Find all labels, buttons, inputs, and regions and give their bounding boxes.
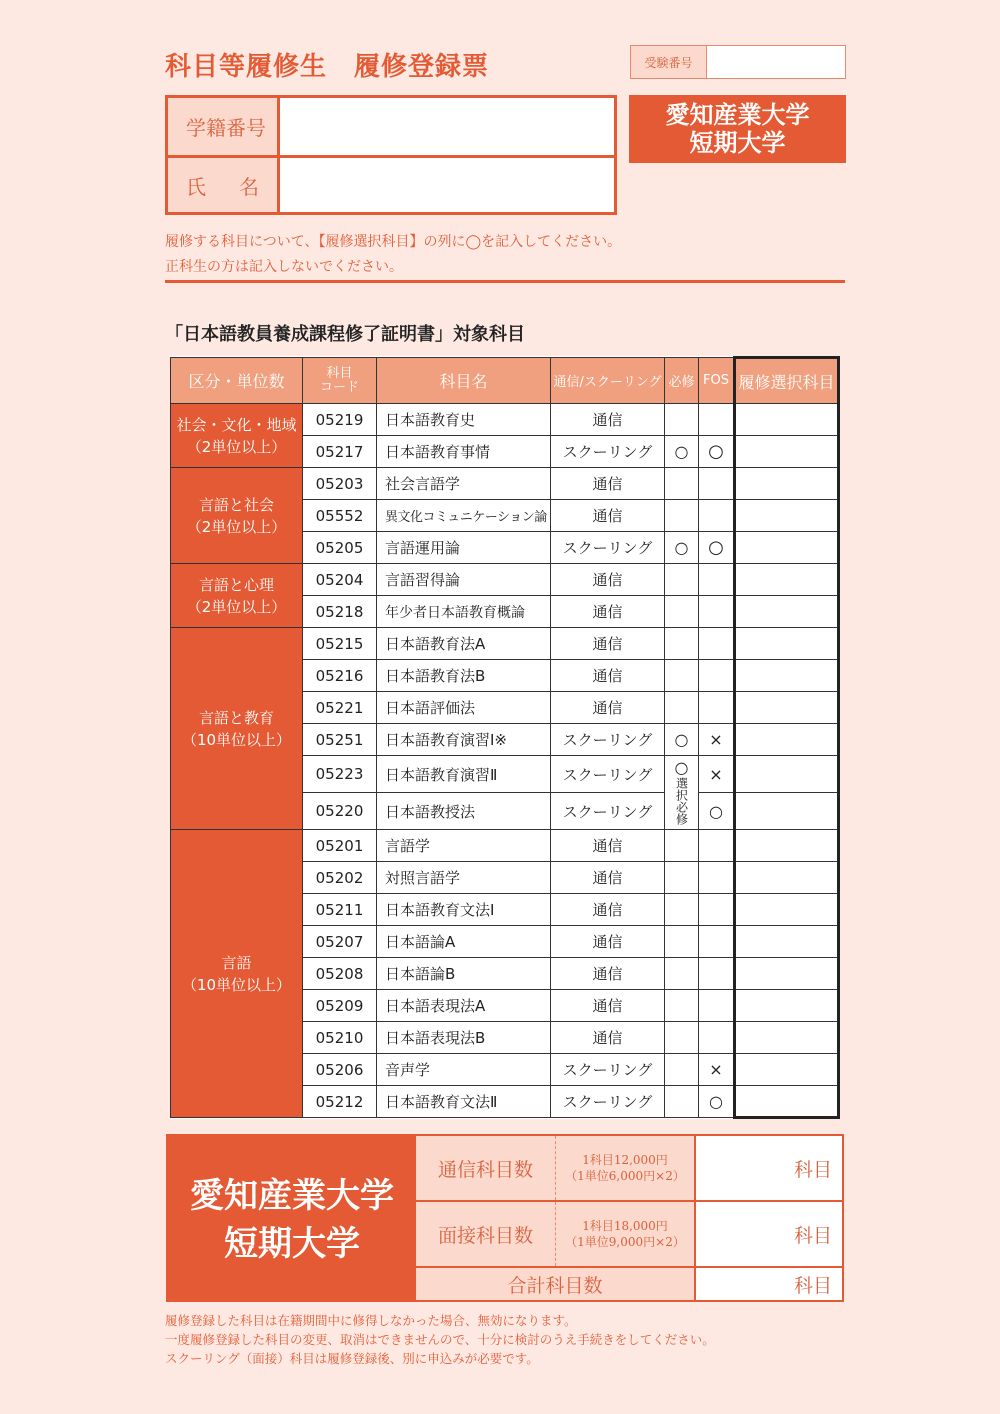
fos-mark [699, 660, 735, 692]
total-count-field[interactable]: 科目 [793, 1274, 832, 1297]
required-mark [665, 404, 699, 436]
course-name: 日本語教育文法Ⅱ [377, 1086, 551, 1118]
fos-mark [699, 564, 735, 596]
total-label: 合計科目数 [416, 1268, 696, 1300]
header-required: 必修 [665, 358, 699, 404]
category-name: 言語と心理 [198, 575, 274, 594]
course-mode: 通信 [551, 404, 665, 436]
course-mode: 通信 [551, 468, 665, 500]
course-name: 日本語教育史 [377, 404, 551, 436]
course-name: 言語運用論 [377, 532, 551, 564]
course-code: 05204 [303, 564, 377, 596]
select-cell[interactable] [735, 532, 839, 564]
category-cell [171, 830, 303, 1118]
select-cell[interactable] [735, 756, 839, 793]
course-mode: 通信 [551, 1022, 665, 1054]
course-mode: スクーリング [551, 532, 665, 564]
name-field[interactable] [280, 158, 614, 212]
table-row [171, 404, 839, 436]
required-mark [665, 468, 699, 500]
select-cell[interactable] [735, 1054, 839, 1086]
required-mark-merged [665, 756, 699, 830]
required-mark [665, 660, 699, 692]
required-mark [665, 596, 699, 628]
correspondence-price-line1: 1科目12,000円 [582, 1153, 668, 1167]
schooling-row [416, 1202, 842, 1268]
select-cell[interactable] [735, 990, 839, 1022]
header-mode: 通信/スクーリング [551, 358, 665, 404]
table-row [171, 564, 839, 596]
course-code: 05210 [303, 1022, 377, 1054]
fos-mark: × [699, 1054, 735, 1086]
college-name-line2: 短期大学 [689, 128, 786, 157]
category-name: 言語 [221, 953, 252, 972]
course-name: 日本語教育法B [377, 660, 551, 692]
required-mark [665, 500, 699, 532]
college-badge [629, 95, 846, 163]
header-name: 科目名 [377, 358, 551, 404]
footer-note-1: 履修登録した科目は在籍期間中に修得しなかった場合、無効になります。 [165, 1313, 577, 1328]
required-mark [665, 564, 699, 596]
fos-mark [699, 990, 735, 1022]
fos-mark [699, 404, 735, 436]
course-code: 05218 [303, 596, 377, 628]
select-cell[interactable] [735, 404, 839, 436]
select-cell[interactable] [735, 628, 839, 660]
course-name: 日本語教育文法Ⅰ [377, 894, 551, 926]
course-mode: 通信 [551, 692, 665, 724]
required-mark [665, 1022, 699, 1054]
select-cell[interactable] [735, 1086, 839, 1118]
name-label-part1: 氏 [186, 174, 206, 199]
course-name: 日本語評価法 [377, 692, 551, 724]
required-mark: ○ [665, 532, 699, 564]
student-info-box [165, 95, 617, 215]
course-code: 05216 [303, 660, 377, 692]
student-id-row [168, 98, 614, 155]
course-table-body [171, 404, 839, 1118]
course-mode: 通信 [551, 564, 665, 596]
fos-mark [699, 628, 735, 660]
required-mark [665, 692, 699, 724]
course-name: 日本語論B [377, 958, 551, 990]
summary-brand-line2: 短期大学 [224, 1224, 360, 1264]
fos-mark [699, 958, 735, 990]
course-name: 言語習得論 [377, 564, 551, 596]
college-name-line1: 愛知産業大学 [665, 100, 810, 129]
fos-mark [699, 894, 735, 926]
course-mode: スクーリング [551, 436, 665, 468]
course-name: 社会言語学 [377, 468, 551, 500]
schooling-price-line2: （1単位9,000円×2） [565, 1235, 685, 1249]
student-id-field[interactable] [280, 98, 614, 155]
course-code: 05203 [303, 468, 377, 500]
select-cell[interactable] [735, 894, 839, 926]
course-code: 05206 [303, 1054, 377, 1086]
header-code [303, 358, 377, 404]
required-mark [665, 830, 699, 862]
table-row [171, 830, 839, 862]
required-mark [665, 990, 699, 1022]
course-mode: 通信 [551, 958, 665, 990]
category-cell [171, 628, 303, 830]
required-mark [665, 628, 699, 660]
category-units: （2単位以上） [186, 517, 287, 536]
required-mark [665, 958, 699, 990]
fos-mark [699, 926, 735, 958]
exam-number-label: 受験番号 [631, 46, 707, 78]
header-select: 履修選択科目 [735, 358, 839, 404]
course-name: 日本語教育事情 [377, 436, 551, 468]
correspondence-row [416, 1136, 842, 1202]
schooling-label: 面接科目数 [416, 1202, 556, 1266]
header-category: 区分・単位数 [171, 358, 303, 404]
course-name: 日本語表現法B [377, 1022, 551, 1054]
fos-mark: ○ [699, 793, 735, 830]
required-mark [665, 894, 699, 926]
course-name: 日本語教授法 [377, 793, 551, 830]
category-cell [171, 564, 303, 628]
exam-number-box [630, 45, 846, 79]
schooling-price [556, 1202, 696, 1266]
instruction-note-1: 履修する科目について、【履修選択科目】の列に◯を記入してください。 [165, 234, 622, 250]
course-code: 05211 [303, 894, 377, 926]
course-mode: スクーリング [551, 724, 665, 756]
page-title: 科目等履修生 履修登録票 [165, 52, 490, 82]
name-label-part2: 名 [239, 174, 259, 199]
fos-mark: × [699, 724, 735, 756]
fos-mark [699, 468, 735, 500]
category-units: （2単位以上） [186, 597, 287, 616]
course-mode: 通信 [551, 830, 665, 862]
student-id-label: 学籍番号 [168, 98, 280, 155]
summary-brand [168, 1136, 416, 1300]
table-header-row [171, 358, 839, 404]
required-mark [665, 1086, 699, 1118]
fos-mark [699, 500, 735, 532]
category-units: （10単位以上） [181, 975, 292, 994]
course-mode: 通信 [551, 926, 665, 958]
required-mark: ○ [665, 724, 699, 756]
section-title: 「日本語教員養成課程修了証明書」対象科目 [165, 324, 525, 345]
fos-mark: ○ [699, 1086, 735, 1118]
select-cell[interactable] [735, 862, 839, 894]
select-cell[interactable] [735, 500, 839, 532]
select-cell[interactable] [735, 468, 839, 500]
select-cell[interactable] [735, 724, 839, 756]
exam-number-field[interactable] [707, 46, 845, 78]
header-code-line2: コード [319, 379, 359, 395]
footer-notes [165, 1311, 715, 1368]
course-mode: 通信 [551, 894, 665, 926]
name-label [168, 158, 280, 212]
course-code: 05208 [303, 958, 377, 990]
course-mode: スクーリング [551, 793, 665, 830]
course-code: 05219 [303, 404, 377, 436]
header-code-line1: 科目 [326, 365, 353, 381]
footer-note-2: 一度履修登録した科目の変更、取消はできませんので、十分に検討のうえ手続きをしてください。 [165, 1332, 715, 1347]
course-code: 05205 [303, 532, 377, 564]
table-row [171, 468, 839, 500]
course-code: 05223 [303, 756, 377, 793]
required-mark [665, 862, 699, 894]
correspondence-price [556, 1136, 696, 1200]
category-name: 社会・文化・地域 [176, 415, 297, 434]
course-name: 言語学 [377, 830, 551, 862]
required-mark: ○ [674, 758, 689, 777]
select-cell[interactable] [735, 958, 839, 990]
select-cell[interactable] [735, 926, 839, 958]
category-name: 言語と教育 [198, 708, 274, 727]
select-cell[interactable] [735, 692, 839, 724]
course-code: 05215 [303, 628, 377, 660]
category-cell [171, 468, 303, 564]
course-mode: 通信 [551, 596, 665, 628]
course-code: 05552 [303, 500, 377, 532]
select-cell[interactable] [735, 830, 839, 862]
course-mode: 通信 [551, 500, 665, 532]
header-fos: FOS [699, 358, 735, 404]
course-code: 05217 [303, 436, 377, 468]
correspondence-label: 通信科目数 [416, 1136, 556, 1200]
course-name: 年少者日本語教育概論 [377, 596, 551, 628]
select-cell[interactable] [735, 596, 839, 628]
select-required-note: 選択必修 [674, 777, 689, 825]
select-cell[interactable] [735, 564, 839, 596]
category-cell [171, 404, 303, 468]
course-name: 日本語表現法A [377, 990, 551, 1022]
course-mode: スクーリング [551, 756, 665, 793]
select-cell[interactable] [735, 1022, 839, 1054]
course-name: 異文化コミュニケーション論 [377, 500, 551, 532]
divider [165, 280, 845, 283]
course-name: 対照言語学 [377, 862, 551, 894]
course-name: 日本語教育演習Ⅱ [377, 756, 551, 793]
select-cell[interactable] [735, 660, 839, 692]
select-cell[interactable] [735, 436, 839, 468]
total-row [416, 1268, 842, 1300]
footer-note-3: スクーリング（面接）科目は履修登録後、別に申込みが必要です。 [165, 1351, 539, 1366]
category-units: （10単位以上） [181, 730, 292, 749]
summary-box [166, 1134, 844, 1302]
course-mode: スクーリング [551, 1086, 665, 1118]
course-code: 05202 [303, 862, 377, 894]
fos-mark [699, 1022, 735, 1054]
course-name: 日本語教育法A [377, 628, 551, 660]
course-code: 05251 [303, 724, 377, 756]
fos-mark [699, 692, 735, 724]
course-code: 05201 [303, 830, 377, 862]
select-cell[interactable] [735, 793, 839, 830]
course-name: 日本語論A [377, 926, 551, 958]
course-name: 日本語教育演習Ⅰ※ [377, 724, 551, 756]
required-mark [665, 926, 699, 958]
course-code: 05221 [303, 692, 377, 724]
required-mark: ○ [665, 436, 699, 468]
table-row [171, 628, 839, 660]
course-code: 05212 [303, 1086, 377, 1118]
fos-mark: × [699, 756, 735, 793]
course-table [170, 356, 840, 1119]
course-mode: 通信 [551, 862, 665, 894]
category-units: （2単位以上） [186, 437, 287, 456]
correspondence-price-line2: （1単位6,000円×2） [565, 1169, 685, 1183]
course-mode: スクーリング [551, 1054, 665, 1086]
course-code: 05207 [303, 926, 377, 958]
schooling-count-field[interactable]: 科目 [793, 1224, 832, 1247]
course-mode: 通信 [551, 628, 665, 660]
required-mark [665, 1054, 699, 1086]
correspondence-count-field[interactable]: 科目 [793, 1158, 832, 1181]
instruction-note-2: 正科生の方は記入しないでください。 [165, 259, 403, 275]
summary-counts [416, 1136, 842, 1300]
summary-brand-line1: 愛知産業大学 [190, 1176, 394, 1216]
fos-mark [699, 596, 735, 628]
course-name: 音声学 [377, 1054, 551, 1086]
course-code: 05220 [303, 793, 377, 830]
category-name: 言語と社会 [198, 495, 274, 514]
course-mode: 通信 [551, 990, 665, 1022]
course-mode: 通信 [551, 660, 665, 692]
schooling-price-line1: 1科目18,000円 [582, 1219, 668, 1233]
fos-mark [699, 830, 735, 862]
course-code: 05209 [303, 990, 377, 1022]
name-row [168, 155, 614, 212]
fos-mark: ○ [699, 436, 735, 468]
fos-mark [699, 862, 735, 894]
fos-mark: ○ [699, 532, 735, 564]
